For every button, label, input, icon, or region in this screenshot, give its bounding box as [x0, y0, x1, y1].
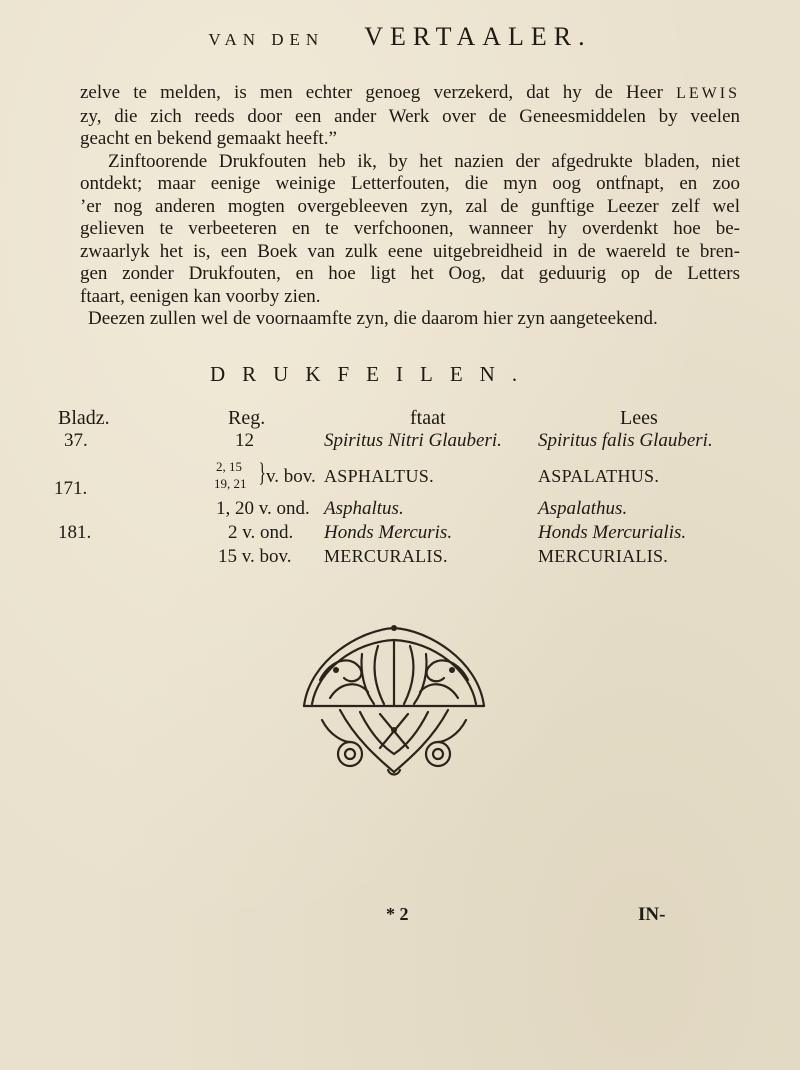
body-line-2: zy, die zich reeds door een ander Werk over de Geneesmiddelen by veelen: [80, 105, 740, 127]
section-title-drukfeilen: DRUKFEILEN.: [210, 362, 535, 386]
body-line-4: Zinftoorende Drukfouten heb ik, by het nazien der afgedrukte bladen, niet: [108, 150, 740, 172]
row2-line-a: 2, 15: [216, 459, 242, 474]
signature-mark: * 2: [386, 904, 409, 924]
row2-read: ASPALATHUS.: [538, 466, 660, 486]
row1-read: Spiritus falis Glauberi.: [538, 430, 713, 451]
row2-brace: }: [258, 458, 266, 487]
row5-line: 15 v. bov.: [218, 546, 292, 567]
body-line-10: ftaart, eenigen kan voorby zien.: [80, 285, 321, 307]
row5-stands: MERCURALIS.: [324, 546, 448, 566]
body-line-1: zelve te melden, is men echter genoeg verzekerd, dat hy de Heer LEWIS: [80, 82, 740, 103]
row3-line: 1, 20 v. ond.: [216, 498, 310, 519]
row2-line-suffix: v. bov.: [266, 466, 316, 487]
row4-page: 181.: [58, 522, 92, 543]
body-line-8: zwaarlyk het is, een Boek van zulk eene uitgebreidheid in de waereld te bren-: [80, 240, 740, 262]
name-lewis: LEWIS: [676, 85, 740, 102]
running-head-title: VERTAALER.: [364, 22, 592, 51]
body-line-5: ontdekt; maar eenige weinige Letterfouten, die myn oog ontfnapt, en zoo: [80, 173, 740, 194]
row3-read: Aspalathus.: [538, 498, 628, 519]
running-head-prefix: VAN DEN: [208, 30, 325, 49]
row1-line: 12: [235, 430, 254, 451]
row2-stands: ASPHALTUS.: [324, 466, 434, 486]
row5-read: MERCURIALIS.: [538, 546, 669, 566]
row4-read: Honds Mercurialis.: [538, 522, 687, 543]
running-head: [0, 22, 800, 52]
body-text: [80, 82, 740, 331]
header-lees: Lees: [620, 407, 658, 429]
row2-line-b: 19, 21: [214, 476, 247, 491]
body-line-3: geacht en bekend gemaakt heeft.”: [80, 128, 337, 149]
catchword: IN-: [638, 904, 666, 925]
row3-stands: Asphaltus.: [324, 498, 404, 519]
row2-page: 171.: [54, 478, 88, 499]
body-line-6: ’er nog anderen mogten overgebleeven zyn, zal de gunftige Leezer zelf wel: [80, 195, 740, 217]
body-line-7: gelieven te verbeeteren en te verfchoonen, wanneer hy overdenkt hoe be-: [80, 218, 740, 239]
row4-stands: Honds Mercuris.: [324, 522, 453, 543]
row4-line: 2 v. ond.: [228, 522, 294, 543]
header-ftaat: ftaat: [410, 407, 446, 429]
body-line-9: gen zonder Drukfouten, en hoe ligt het Oog, dat geduurig op de Letters: [80, 263, 740, 284]
body-line-11: Deezen zullen wel de voornaamfte zyn, die daarom hier zyn aangeteekend.: [88, 308, 658, 329]
header-reg: Reg.: [228, 407, 266, 429]
header-bladz: Bladz.: [58, 407, 110, 429]
row1-page: 37.: [64, 430, 88, 451]
floral-ornament-icon: [300, 620, 488, 780]
row1-stands: Spiritus Nitri Glauberi.: [324, 430, 502, 451]
